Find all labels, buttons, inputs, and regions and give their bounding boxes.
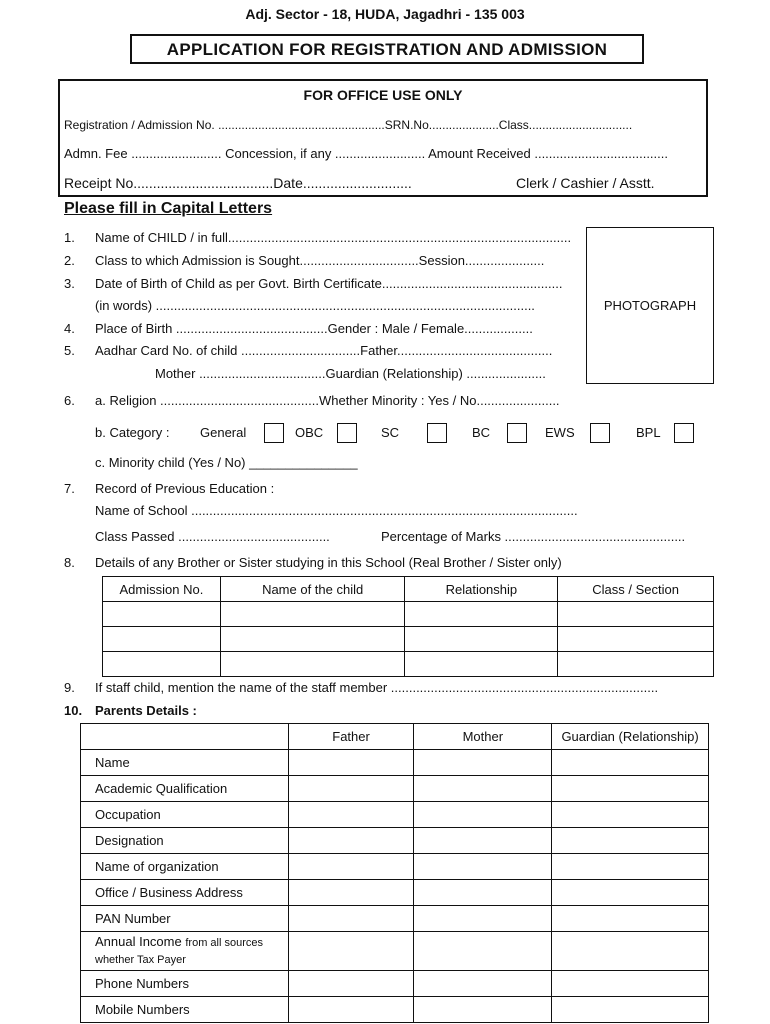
table-row	[81, 854, 709, 880]
photograph-label: PHOTOGRAPH	[603, 298, 697, 313]
row-label: PAN Number	[81, 906, 289, 932]
table-cell[interactable]	[220, 627, 405, 652]
row-label: Academic Qualification	[81, 776, 289, 802]
parents-table	[80, 723, 709, 1023]
table-cell[interactable]	[414, 776, 552, 802]
table-row	[81, 776, 709, 802]
category-obc-label: OBC	[295, 425, 324, 440]
table-cell[interactable]	[558, 652, 714, 677]
category-ews-checkbox[interactable]	[590, 423, 610, 443]
category-bc-label: BC	[472, 425, 491, 440]
staff-child-field[interactable]: If staff child, mention the name of the staff member ..........................................................................	[95, 680, 659, 695]
table-row	[81, 971, 709, 997]
table-cell[interactable]	[552, 906, 709, 932]
table-cell[interactable]	[405, 652, 558, 677]
table-cell[interactable]	[414, 802, 552, 828]
column-header: Name of the child	[220, 577, 405, 602]
item-number: 10.	[64, 703, 83, 718]
table-cell[interactable]	[552, 776, 709, 802]
item-number: 8.	[64, 555, 75, 570]
row-label: Occupation	[81, 802, 289, 828]
table-cell[interactable]	[414, 750, 552, 776]
aadhar-father-field[interactable]: Aadhar Card No. of child .................................Father...........................................	[95, 343, 553, 358]
table-cell[interactable]	[414, 828, 552, 854]
table-row	[103, 602, 714, 627]
sibling-table	[102, 576, 714, 677]
table-cell[interactable]	[414, 997, 552, 1023]
item-number: 6.	[64, 393, 75, 408]
table-cell[interactable]	[414, 932, 552, 971]
office-use-title: FOR OFFICE USE ONLY	[303, 87, 463, 103]
table-cell[interactable]	[552, 802, 709, 828]
table-row	[81, 906, 709, 932]
item-number: 7.	[64, 481, 75, 496]
class-passed-field[interactable]: Class Passed ..........................................	[95, 529, 330, 544]
dob-field[interactable]: Date of Birth of Child as per Govt. Birth Certificate..................................................	[95, 276, 563, 291]
table-cell[interactable]	[414, 880, 552, 906]
column-header: Mother	[414, 724, 552, 750]
table-cell[interactable]	[103, 602, 221, 627]
table-cell[interactable]	[288, 854, 414, 880]
office-registration-row: Registration / Admission No. ..................................................SRN.No.....................Class...............................	[64, 118, 633, 132]
office-fee-row: Admn. Fee ......................... Concession, if any ......................... Amount Received .....................................	[64, 146, 668, 161]
table-cell[interactable]	[103, 652, 221, 677]
table-cell[interactable]	[558, 627, 714, 652]
parents-details-label: Parents Details :	[95, 703, 197, 718]
office-clerk-label: Clerk / Cashier / Asstt.	[516, 175, 655, 191]
item-number: 4.	[64, 321, 75, 336]
table-cell[interactable]	[288, 932, 414, 971]
column-header: Father	[288, 724, 414, 750]
column-header: Admission No.	[103, 577, 221, 602]
table-cell[interactable]	[405, 627, 558, 652]
table-cell[interactable]	[288, 802, 414, 828]
category-label: b. Category :	[95, 425, 170, 440]
table-row	[81, 828, 709, 854]
table-cell[interactable]	[552, 971, 709, 997]
religion-minority-field[interactable]: a. Religion ............................................Whether Minority : Yes / No.......................	[95, 393, 560, 408]
row-label: Mobile Numbers	[81, 997, 289, 1023]
table-header-row	[81, 724, 709, 750]
birthplace-gender-field[interactable]: Place of Birth ..........................................Gender : Male / Female...................	[95, 321, 533, 336]
item-number: 9.	[64, 680, 75, 695]
category-general-label: General	[200, 425, 247, 440]
row-label: Name	[81, 750, 289, 776]
row-label: Name of organization	[81, 854, 289, 880]
table-row	[81, 750, 709, 776]
form-title: APPLICATION FOR REGISTRATION AND ADMISSION	[130, 34, 644, 64]
item-number: 5.	[64, 343, 75, 358]
table-row	[81, 932, 709, 971]
sibling-details-label: Details of any Brother or Sister studying in this School (Real Brother / Sister only)	[95, 555, 562, 570]
table-cell[interactable]	[552, 750, 709, 776]
category-bc-checkbox[interactable]	[507, 423, 527, 443]
table-cell[interactable]	[220, 602, 405, 627]
school-name-field[interactable]: Name of School ...........................................................................................................	[95, 503, 578, 518]
table-cell[interactable]	[288, 997, 414, 1023]
table-row	[103, 652, 714, 677]
category-general-checkbox[interactable]	[264, 423, 284, 443]
category-sc-label: SC	[381, 425, 400, 440]
table-row	[103, 627, 714, 652]
table-cell[interactable]	[103, 627, 221, 652]
category-ews-label: EWS	[545, 425, 575, 440]
category-obc-checkbox[interactable]	[337, 423, 357, 443]
table-cell[interactable]	[552, 997, 709, 1023]
table-cell[interactable]	[552, 854, 709, 880]
table-row	[81, 880, 709, 906]
row-label: Phone Numbers	[81, 971, 289, 997]
row-label: Office / Business Address	[81, 880, 289, 906]
table-cell[interactable]	[558, 602, 714, 627]
table-cell[interactable]	[405, 602, 558, 627]
table-cell[interactable]	[288, 776, 414, 802]
table-cell[interactable]	[288, 880, 414, 906]
photograph-box	[586, 227, 714, 384]
table-cell[interactable]	[288, 906, 414, 932]
table-row	[81, 802, 709, 828]
category-bpl-label: BPL	[636, 425, 661, 440]
class-session-field[interactable]: Class to which Admission is Sought.................................Session......................	[95, 253, 545, 268]
item-number: 3.	[64, 276, 75, 291]
table-cell[interactable]	[288, 750, 414, 776]
office-receipt-row: Receipt No....................................Date............................	[64, 175, 412, 191]
row-label: Annual Income	[95, 934, 182, 949]
column-header: Class / Section	[558, 577, 714, 602]
minority-child-field[interactable]: c. Minority child (Yes / No) _______________	[95, 455, 358, 470]
column-header: Relationship	[405, 577, 558, 602]
school-address: Adj. Sector - 18, HUDA, Jagadhri - 135 003	[245, 6, 525, 22]
mother-guardian-field[interactable]: Mother ...................................Guardian (Relationship) ......................	[155, 366, 546, 381]
child-name-field[interactable]: Name of CHILD / in full...............................................................................................	[95, 230, 572, 245]
table-cell[interactable]	[552, 828, 709, 854]
dob-words-field[interactable]: (in words) .........................................................................................................	[95, 298, 535, 313]
row-label: Designation	[81, 828, 289, 854]
previous-education-label: Record of Previous Education :	[95, 481, 275, 496]
capital-letters-instruction: Please fill in Capital Letters	[64, 200, 273, 217]
category-bpl-checkbox[interactable]	[674, 423, 694, 443]
table-cell[interactable]	[220, 652, 405, 677]
table-cell[interactable]	[414, 906, 552, 932]
row-label-income	[81, 932, 289, 971]
percentage-marks-field[interactable]: Percentage of Marks ..................................................	[381, 529, 686, 544]
table-cell[interactable]	[288, 828, 414, 854]
table-header-row	[103, 577, 714, 602]
table-cell[interactable]	[552, 932, 709, 971]
office-use-box	[58, 79, 708, 197]
column-header: Guardian (Relationship)	[552, 724, 709, 750]
table-row	[81, 997, 709, 1023]
category-sc-checkbox[interactable]	[427, 423, 447, 443]
item-number: 2.	[64, 253, 75, 268]
table-cell[interactable]	[414, 854, 552, 880]
column-header	[81, 724, 289, 750]
item-number: 1.	[64, 230, 75, 245]
table-cell[interactable]	[414, 971, 552, 997]
table-cell[interactable]	[552, 880, 709, 906]
income-note: from all sources	[185, 937, 263, 949]
table-cell[interactable]	[288, 971, 414, 997]
income-note: whether Tax Payer	[95, 954, 186, 966]
